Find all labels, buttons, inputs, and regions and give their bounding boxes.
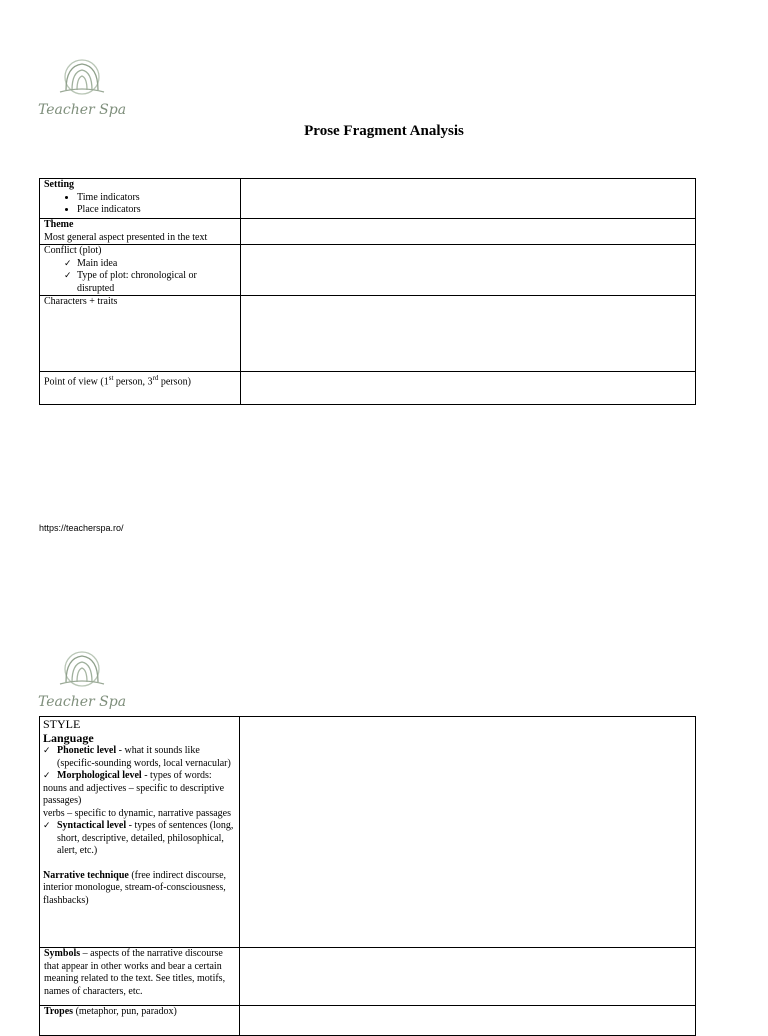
setting-label-cell [40,179,241,219]
theme-heading: Theme [44,219,74,230]
phonetic-desc: - what it sounds like (specific-sounding words, local vernacular) [57,745,231,769]
characters-heading: Characters + traits [44,296,118,307]
tropes-label: Tropes [44,1006,74,1017]
logo-text: Teacher Spa [38,694,127,710]
pov-sup-2: rd [152,374,159,382]
morph-verbs-text: verbs – specific to dynamic, narrative passages [43,807,231,819]
pov-sup-1: st [108,374,114,382]
table-row-theme [40,219,696,245]
theme-description: Most general aspect presented in the text [44,231,208,243]
setting-heading: Setting [44,179,74,190]
analysis-table [39,178,696,405]
theme-answer-cell[interactable] [241,219,696,245]
narrative-label: Narrative technique [43,869,129,881]
list-item: • Place indicators [77,204,236,217]
page-title: Prose Fragment Analysis [304,123,464,139]
list-item: • Time indicators [77,192,236,205]
style-label-cell [40,717,240,948]
conflict-checks [44,258,236,296]
pov-text-1: Point of view (1 [44,376,109,388]
characters-label-cell [40,296,241,372]
phonetic-label: Phonetic level [57,745,117,756]
morphological-level-item [43,770,235,783]
narrative-desc: (free indirect discourse, interior monologue, stream-of-consciousness, flashbacks) [43,869,227,906]
syntactical-level-item [43,820,235,858]
language-heading: Language [43,731,94,745]
teacher-spa-logo [36,648,136,714]
morphological-desc: - types of words: [141,770,212,781]
conflict-answer-cell[interactable] [241,245,696,296]
symbols-answer-cell[interactable] [240,948,696,1006]
symbols-label-cell [40,948,240,1006]
table-row-conflict [40,245,696,296]
conflict-label-cell [40,245,241,296]
pov-label-cell [40,372,241,405]
style-table [39,716,696,1036]
setting-answer-cell[interactable] [241,179,696,219]
pov-text-2: person, 3 [113,376,153,388]
style-answer-cell[interactable] [240,717,696,948]
morphological-label: Morphological level [57,770,142,781]
table-row-setting [40,179,696,219]
tropes-desc: (metaphor, pun, paradox) [73,1006,177,1017]
list-item: ✓ Type of plot: chronological or disrupted [64,270,236,295]
teacher-spa-logo [36,56,136,122]
morph-nouns-text: nouns and adjectives – specific to descriptive passages) [43,782,225,806]
syntactical-label: Syntactical level [57,820,127,831]
style-heading: STYLE [43,717,81,731]
list-item: ✓ Main idea [64,258,236,271]
narrative-technique-item [43,870,235,908]
theme-label-cell [40,219,241,245]
phonetic-level-item [43,745,235,770]
table-row-tropes [40,1006,696,1036]
tropes-label-cell [40,1006,240,1036]
tropes-answer-cell[interactable] [240,1006,696,1036]
footer-url: https://teacherspa.ro/ [39,523,124,533]
table-row-characters [40,296,696,372]
conflict-heading: Conflict (plot) [44,245,102,256]
table-row-symbols [40,948,696,1006]
symbols-desc: – aspects of the narrative discourse that appear in other works and bear a certain meaning related to the text. See titles, motifs, names of characters, etc. [44,948,226,997]
table-row-point-of-view [40,372,696,405]
syntactical-desc: - types of sentences (long, short, descriptive, detailed, philosophical, alert, etc.) [57,820,234,856]
pov-answer-cell[interactable] [241,372,696,405]
logo-text: Teacher Spa [38,102,127,118]
characters-answer-cell[interactable] [241,296,696,372]
setting-bullets [44,192,236,217]
symbols-label: Symbols [44,948,81,959]
table-row-style [40,717,696,948]
pov-text-3: person) [158,376,191,388]
